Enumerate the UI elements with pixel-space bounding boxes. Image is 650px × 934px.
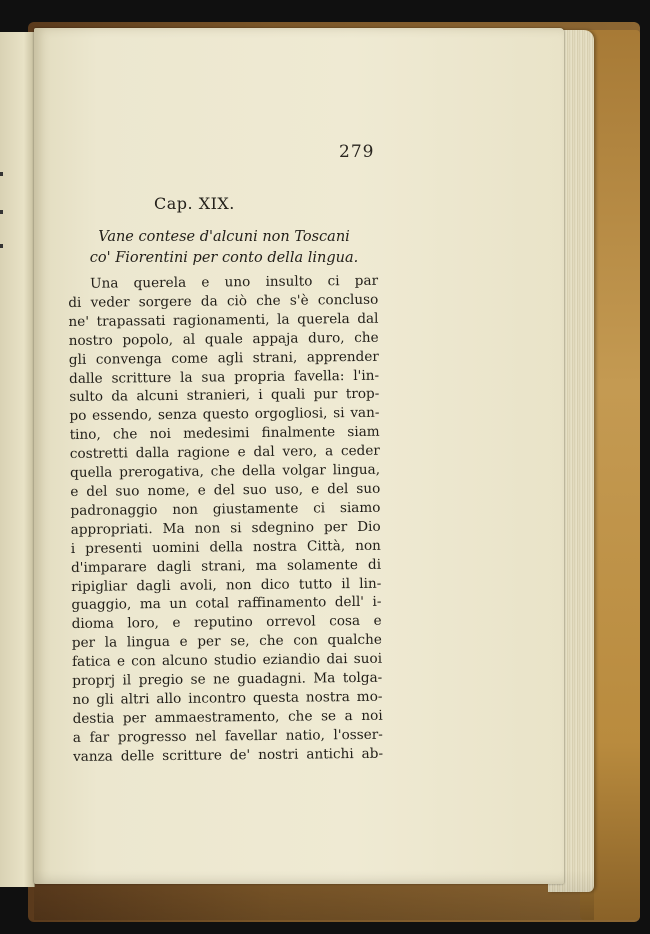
text-line: costretti dalla ragione e dal vero, a ceder: [69, 442, 380, 463]
text-line: destia per ammaestramento, che se a noi: [72, 707, 383, 727]
left-page-mark: [0, 172, 3, 176]
text-line: ne' trapassati ragionamenti, la querela dal: [68, 310, 379, 330]
subtitle-line: co' Fiorentini per conto della lingua.: [89, 250, 359, 266]
text-line: e del suo nome, e del suo uso, e del suo: [70, 480, 381, 500]
page-number: 279: [339, 142, 375, 162]
subtitle-line: Vane contese d'alcuni non Toscani: [98, 229, 350, 245]
text-line: fatica e con alcuno studio eziandio dai suoi: [71, 650, 383, 671]
text-line: d'imparare dagli strani, ma solamente di: [70, 556, 382, 576]
text-line: sulto da alcuni stranieri, i quali pur trop-: [69, 386, 380, 406]
text-line: tino, che noi medesimi finalmente siam: [69, 423, 380, 444]
chapter-heading: Cap. XIX.: [154, 194, 235, 213]
text-line: a far progresso nel favellar natio, l'osser-: [72, 726, 383, 746]
text-line: Una querela e uno insulto ci par: [90, 272, 379, 292]
book-page: [34, 28, 564, 884]
text-line: ripigliar dagli avoli, non dico tutto il lin-: [71, 575, 382, 595]
left-page-edge: [0, 32, 35, 887]
text-line: nostro popolo, al quale appaja duro, che: [68, 329, 379, 349]
text-line: proprj il pregio se ne guadagni. Ma tolga-: [72, 669, 383, 690]
text-line: po essendo, senza questo orgogliosi, si van-: [69, 405, 380, 425]
text-line: dalle scritture la sua propria favella: l'in-: [69, 367, 380, 387]
bottom-shadow: [34, 870, 594, 920]
text-line: no gli altri allo incontro questa nostra mo-: [72, 688, 383, 708]
text-line: i presenti uomini della nostra Città, non: [70, 537, 381, 557]
text-line: guaggio, ma un cotal raffinamento dell' i-: [71, 594, 382, 614]
text-line: vanza delle scritture de' nostri antichi ab-: [72, 745, 384, 765]
text-line: padronaggio non giustamente ci siamo: [70, 499, 381, 519]
left-page-mark: [0, 210, 3, 214]
text-line: quella prerogativa, che della volgar lingua,: [69, 461, 381, 482]
body-text: [68, 272, 383, 767]
chapter-subtitle: [74, 227, 374, 269]
text-line: appropriati. Ma non si sdegnino per Dio: [70, 518, 381, 538]
left-page-mark: [0, 244, 3, 248]
text-line: di veder sorgere da ciò che s'è concluso: [68, 291, 379, 311]
text-line: per la lingua e per se, che con qualche: [71, 631, 382, 652]
text-line: dioma loro, e reputino orrevol cosa e: [71, 613, 382, 633]
text-line: gli convenga come agli strani, apprender: [68, 348, 379, 368]
